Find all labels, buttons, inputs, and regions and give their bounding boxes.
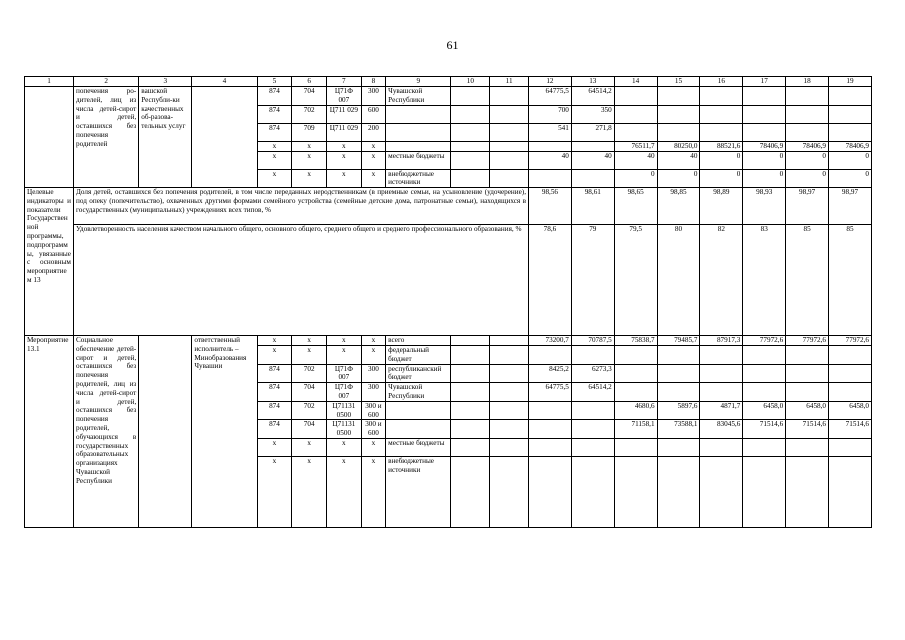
value-cell: Ц71Ф 007 — [327, 364, 362, 383]
value-cell: x — [327, 151, 362, 169]
value-cell: 702 — [292, 401, 327, 420]
value-cell: 300 и 600 — [361, 401, 385, 420]
value-cell: 40 — [571, 151, 614, 169]
value-cell: 75838,7 — [614, 336, 657, 346]
value-cell: 73588,1 — [657, 420, 700, 439]
value-cell — [490, 364, 529, 383]
value-cell: 40 — [614, 151, 657, 169]
column-header: 9 — [386, 77, 451, 87]
value-cell: x — [292, 346, 327, 365]
value-cell: 300 — [361, 364, 385, 383]
value-cell — [657, 105, 700, 123]
value-cell: 64775,5 — [529, 383, 572, 402]
value-cell — [700, 87, 743, 106]
value-cell — [700, 105, 743, 123]
value-cell — [743, 364, 786, 383]
value-cell — [786, 383, 829, 402]
value-cell: 40 — [657, 151, 700, 169]
value-cell: 71158,1 — [614, 420, 657, 439]
value-cell: 702 — [292, 105, 327, 123]
indicators-label: Целевые индикаторы и показатели Государственной программы, подпрограммы, увязанные с основным мероприятием 13 — [25, 188, 74, 336]
value-cell: 700 — [529, 105, 572, 123]
value-cell — [614, 456, 657, 527]
value-cell — [529, 346, 572, 365]
value-cell — [743, 105, 786, 123]
value-cell: 78406,9 — [786, 141, 829, 151]
value-cell — [657, 87, 700, 106]
value-cell: x — [361, 141, 385, 151]
value-cell: x — [361, 151, 385, 169]
value-cell: x — [257, 438, 292, 456]
value-cell — [451, 383, 490, 402]
value-cell: x — [327, 456, 362, 527]
value-cell — [490, 87, 529, 106]
column-header: 8 — [361, 77, 385, 87]
column-header: 5 — [257, 77, 292, 87]
value-cell — [451, 151, 490, 169]
value-cell: 874 — [257, 420, 292, 439]
value-cell — [786, 438, 829, 456]
value-cell — [490, 346, 529, 365]
value-cell: Ц71Ф 007 — [327, 87, 362, 106]
column-header: 17 — [743, 77, 786, 87]
value-cell: 64514,2 — [571, 383, 614, 402]
header-row — [25, 77, 872, 87]
value-cell — [451, 141, 490, 151]
value-cell: x — [292, 438, 327, 456]
measure-name-cell: попечения ро-дителей, лиц из числа детей-сирот и детей, оставшихся без попечения родителей — [73, 87, 138, 188]
value-cell: x — [292, 151, 327, 169]
column-header: 11 — [490, 77, 529, 87]
value-cell — [786, 123, 829, 141]
value-cell — [614, 123, 657, 141]
value-cell: 64775,5 — [529, 87, 572, 106]
indicator-value: 98,61 — [571, 188, 614, 225]
page-number: 61 — [446, 38, 459, 52]
value-cell: x — [361, 336, 385, 346]
value-cell: 77972,6 — [786, 336, 829, 346]
value-cell: x — [327, 438, 362, 456]
column-header: 7 — [327, 77, 362, 87]
indicator-value: 85 — [786, 225, 829, 336]
column-header: 4 — [192, 77, 257, 87]
indicator-value: 85 — [829, 225, 872, 336]
value-cell — [451, 364, 490, 383]
indicator-value: 78,6 — [529, 225, 572, 336]
value-cell — [743, 383, 786, 402]
source-cell: местные бюджеты — [386, 438, 451, 456]
source-cell: внебюджетные источники — [386, 169, 451, 188]
source-cell — [386, 401, 451, 420]
value-cell — [829, 456, 872, 527]
value-cell — [743, 456, 786, 527]
value-cell — [451, 87, 490, 106]
value-cell — [614, 105, 657, 123]
value-cell — [529, 401, 572, 420]
value-cell — [451, 438, 490, 456]
value-cell: 0 — [657, 169, 700, 188]
indicator-row — [25, 188, 872, 225]
value-cell — [829, 87, 872, 106]
value-cell: 300 — [361, 87, 385, 106]
value-cell — [571, 346, 614, 365]
value-cell: 704 — [292, 420, 327, 439]
value-cell: x — [327, 169, 362, 188]
value-cell — [571, 420, 614, 439]
indicator-value: 98,56 — [529, 188, 572, 225]
value-cell: 271,8 — [571, 123, 614, 141]
value-cell — [451, 420, 490, 439]
value-cell — [829, 123, 872, 141]
value-cell — [829, 346, 872, 365]
value-cell: 874 — [257, 105, 292, 123]
value-cell: x — [361, 169, 385, 188]
value-cell: x — [257, 141, 292, 151]
value-cell: Ц71Ф 007 — [327, 383, 362, 402]
value-cell — [451, 169, 490, 188]
column-header: 12 — [529, 77, 572, 87]
value-cell: 4680,6 — [614, 401, 657, 420]
value-cell: x — [361, 438, 385, 456]
table-row — [25, 87, 872, 106]
value-cell — [451, 105, 490, 123]
value-cell: x — [257, 151, 292, 169]
value-cell — [529, 141, 572, 151]
value-cell: 0 — [743, 151, 786, 169]
measure-label: Мероприятие 13.1 — [25, 336, 74, 528]
column-header: 10 — [451, 77, 490, 87]
value-cell: 79485,7 — [657, 336, 700, 346]
value-cell — [700, 456, 743, 527]
source-cell: Чувашской Республики — [386, 383, 451, 402]
value-cell: 874 — [257, 364, 292, 383]
value-cell: 80250,0 — [657, 141, 700, 151]
value-cell: 874 — [257, 401, 292, 420]
value-cell: 0 — [829, 169, 872, 188]
value-cell — [490, 123, 529, 141]
value-cell — [614, 87, 657, 106]
indicator-value: 79,5 — [614, 225, 657, 336]
value-cell — [829, 438, 872, 456]
source-cell: Чувашской Республики — [386, 87, 451, 106]
value-cell — [786, 105, 829, 123]
value-cell — [490, 141, 529, 151]
source-cell: всего — [386, 336, 451, 346]
column-header: 3 — [139, 77, 192, 87]
value-cell — [700, 383, 743, 402]
value-cell: 77972,6 — [743, 336, 786, 346]
value-cell: 6458,0 — [786, 401, 829, 420]
value-cell — [829, 364, 872, 383]
value-cell — [571, 141, 614, 151]
column-header: 13 — [571, 77, 614, 87]
value-cell: 88521,6 — [700, 141, 743, 151]
value-cell: 83045,6 — [700, 420, 743, 439]
value-cell — [490, 401, 529, 420]
value-cell: 874 — [257, 87, 292, 106]
value-cell: 300 — [361, 383, 385, 402]
source-cell — [386, 123, 451, 141]
value-cell: 350 — [571, 105, 614, 123]
value-cell — [657, 438, 700, 456]
value-cell: 200 — [361, 123, 385, 141]
value-cell — [490, 420, 529, 439]
value-cell: 73200,7 — [529, 336, 572, 346]
value-cell: 4871,7 — [700, 401, 743, 420]
value-cell: 6273,3 — [571, 364, 614, 383]
measure-name-cell: Социальное обеспечение детей-сирот и детей, оставшихся без попечения родителей, лиц из числа детей-сирот и детей, оставшихся без попечения родителей, обучающихся в государственных образовательных организациях Чувашской Республики — [73, 336, 138, 528]
value-cell — [571, 438, 614, 456]
source-cell: республиканский бюджет — [386, 364, 451, 383]
value-cell: 0 — [743, 169, 786, 188]
value-cell: x — [257, 169, 292, 188]
value-cell: 874 — [257, 123, 292, 141]
value-cell: 874 — [257, 383, 292, 402]
value-cell: 64514,2 — [571, 87, 614, 106]
value-cell — [614, 346, 657, 365]
value-cell — [490, 438, 529, 456]
indicator-value: 98,85 — [657, 188, 700, 225]
value-cell — [451, 401, 490, 420]
indicator-value: 98,97 — [786, 188, 829, 225]
value-cell — [743, 346, 786, 365]
value-cell — [529, 456, 572, 527]
column-header: 14 — [614, 77, 657, 87]
source-cell: федеральный бюджет — [386, 346, 451, 365]
value-cell: 600 — [361, 105, 385, 123]
value-cell: 77972,6 — [829, 336, 872, 346]
value-cell: 70787,5 — [571, 336, 614, 346]
value-cell: 0 — [829, 151, 872, 169]
column-header: 6 — [292, 77, 327, 87]
indicator-row — [25, 225, 872, 336]
indicator-value: 80 — [657, 225, 700, 336]
value-cell: x — [292, 169, 327, 188]
value-cell — [743, 87, 786, 106]
indicator-text: Удовлетворенность населения качеством начального общего, основного общего, среднего общего и среднего профессионального образования, % — [73, 225, 528, 336]
source-cell — [386, 105, 451, 123]
indicator-value: 98,89 — [700, 188, 743, 225]
column-header: 18 — [786, 77, 829, 87]
value-cell: x — [327, 346, 362, 365]
value-cell: 71514,6 — [786, 420, 829, 439]
value-cell: 87917,3 — [700, 336, 743, 346]
column-header: 19 — [829, 77, 872, 87]
value-cell: 0 — [786, 169, 829, 188]
value-cell: x — [327, 141, 362, 151]
empty-cell — [139, 336, 192, 528]
value-cell: 5897,6 — [657, 401, 700, 420]
column-header: 1 — [25, 77, 74, 87]
indicator-value: 82 — [700, 225, 743, 336]
value-cell — [829, 383, 872, 402]
value-cell: x — [257, 346, 292, 365]
value-cell: 300 и 600 — [361, 420, 385, 439]
value-cell: 0 — [700, 169, 743, 188]
value-cell: 704 — [292, 383, 327, 402]
value-cell: Ц711 029 — [327, 123, 362, 141]
value-cell — [490, 383, 529, 402]
value-cell: Ц711 029 — [327, 105, 362, 123]
table-row — [25, 336, 872, 346]
value-cell — [657, 346, 700, 365]
value-cell: x — [327, 336, 362, 346]
value-cell — [657, 364, 700, 383]
value-cell: 702 — [292, 364, 327, 383]
column-header: 15 — [657, 77, 700, 87]
value-cell — [700, 438, 743, 456]
value-cell: 78406,9 — [743, 141, 786, 151]
value-cell: 78406,9 — [829, 141, 872, 151]
source-cell — [386, 420, 451, 439]
indicator-value: 83 — [743, 225, 786, 336]
indicator-value: 79 — [571, 225, 614, 336]
value-cell — [490, 456, 529, 527]
value-cell — [614, 383, 657, 402]
value-cell: x — [292, 456, 327, 527]
value-cell: 71514,6 — [829, 420, 872, 439]
value-cell: 541 — [529, 123, 572, 141]
value-cell: x — [257, 336, 292, 346]
value-cell: 704 — [292, 87, 327, 106]
value-cell — [786, 346, 829, 365]
value-cell: 709 — [292, 123, 327, 141]
source-cell: местные бюджеты — [386, 151, 451, 169]
program-cell: вашской Республи-ки качественных об-разова-тельных услуг — [139, 87, 192, 188]
value-cell — [743, 123, 786, 141]
empty-cell — [25, 87, 74, 188]
value-cell — [786, 87, 829, 106]
value-cell: x — [257, 456, 292, 527]
value-cell: 40 — [529, 151, 572, 169]
value-cell — [490, 105, 529, 123]
indicator-value: 98,97 — [829, 188, 872, 225]
value-cell — [571, 401, 614, 420]
value-cell: 0 — [614, 169, 657, 188]
value-cell — [657, 383, 700, 402]
value-cell — [786, 364, 829, 383]
value-cell: x — [292, 336, 327, 346]
indicator-value: 98,93 — [743, 188, 786, 225]
value-cell — [490, 336, 529, 346]
value-cell: 76511,7 — [614, 141, 657, 151]
value-cell: 8425,2 — [529, 364, 572, 383]
value-cell — [786, 456, 829, 527]
value-cell — [614, 364, 657, 383]
value-cell: 0 — [786, 151, 829, 169]
value-cell — [657, 456, 700, 527]
value-cell — [490, 169, 529, 188]
value-cell — [614, 438, 657, 456]
value-cell — [571, 169, 614, 188]
value-cell: x — [361, 346, 385, 365]
value-cell: 6458,0 — [829, 401, 872, 420]
value-cell — [451, 336, 490, 346]
value-cell: Ц71131 0500 — [327, 420, 362, 439]
budget-table — [24, 76, 872, 528]
indicator-text: Доля детей, оставшихся без попечения родителей, в том числе переданных неродственникам (в приемные семьи, на усыновление (удочерение), под опеку (попечительство), охваченных другими формами семейного устройства (семейные детские дома, патронатные семьи), находящихся в государственных (муниципальных) учреждениях всех типов, % — [73, 188, 528, 225]
value-cell — [451, 123, 490, 141]
value-cell — [490, 151, 529, 169]
value-cell — [529, 438, 572, 456]
value-cell — [743, 438, 786, 456]
value-cell: Ц71131 0500 — [327, 401, 362, 420]
value-cell: 6458,0 — [743, 401, 786, 420]
indicator-value: 98,65 — [614, 188, 657, 225]
value-cell — [657, 123, 700, 141]
source-cell — [386, 141, 451, 151]
value-cell — [700, 346, 743, 365]
value-cell — [571, 456, 614, 527]
source-cell: внебюджетные источники — [386, 456, 451, 527]
value-cell — [451, 346, 490, 365]
value-cell — [529, 420, 572, 439]
value-cell — [700, 123, 743, 141]
value-cell: x — [361, 456, 385, 527]
empty-cell — [192, 87, 257, 188]
executor-cell: ответственный исполнитель – Минобразования Чувашии — [192, 336, 257, 528]
value-cell — [700, 364, 743, 383]
value-cell — [529, 169, 572, 188]
value-cell: 71514,6 — [743, 420, 786, 439]
column-header: 2 — [73, 77, 138, 87]
value-cell: 0 — [700, 151, 743, 169]
value-cell: x — [292, 141, 327, 151]
value-cell — [451, 456, 490, 527]
value-cell — [829, 105, 872, 123]
column-header: 16 — [700, 77, 743, 87]
